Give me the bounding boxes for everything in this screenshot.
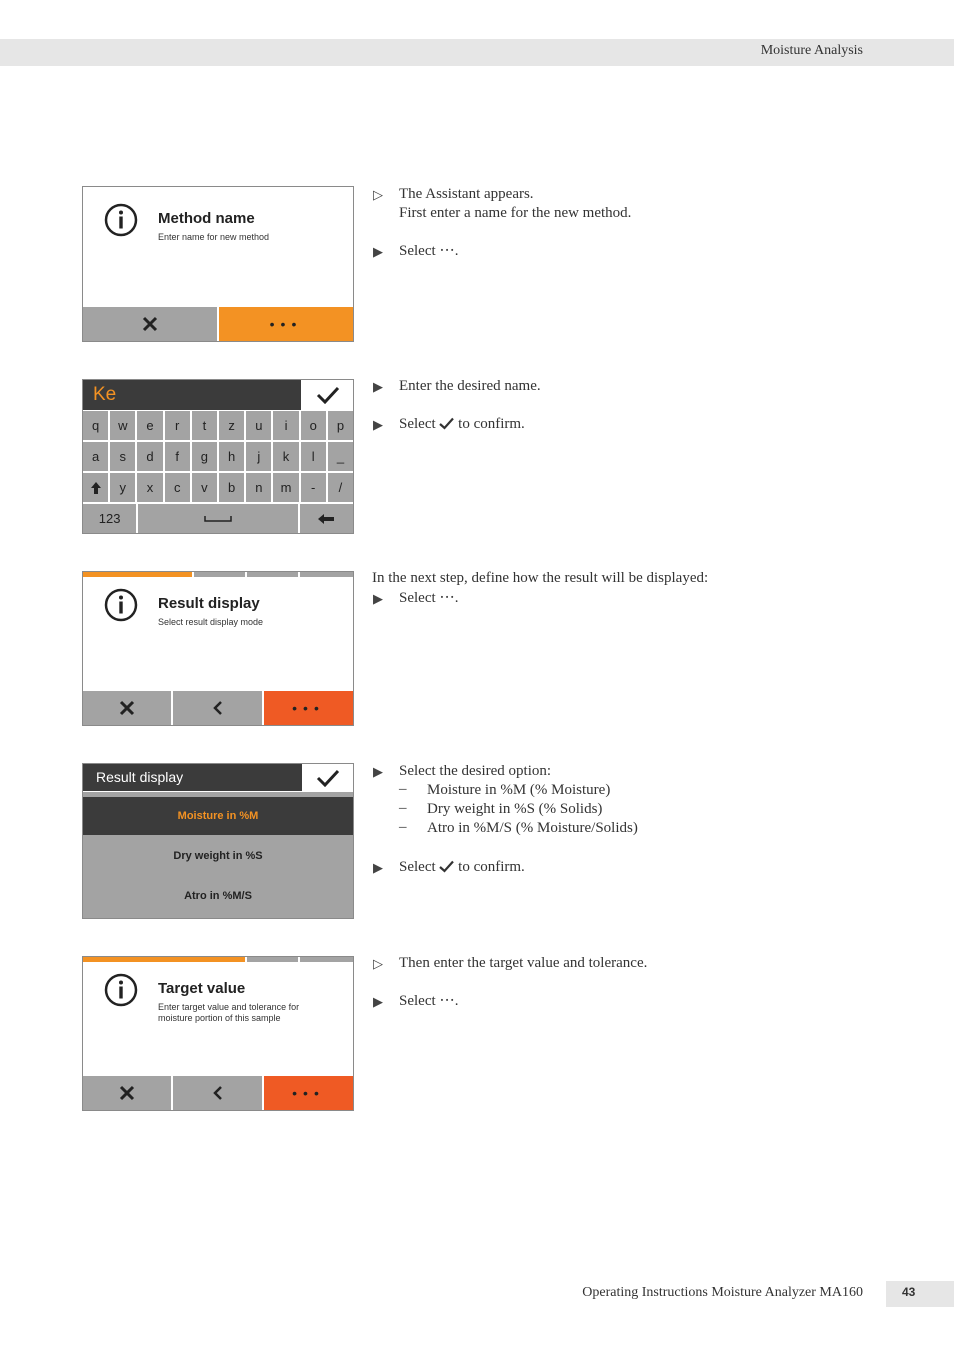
action-marker-icon: ▶ — [373, 379, 383, 394]
more-dots-icon: ••• — [292, 1085, 325, 1101]
close-icon — [119, 700, 135, 716]
instruction-text: The Assistant appears. — [399, 186, 534, 202]
key-q[interactable]: q — [83, 411, 108, 440]
screen-title: Result display — [158, 595, 260, 612]
info-icon — [104, 588, 138, 622]
screen-subtitle: Enter name for new method — [158, 232, 270, 242]
backspace-key[interactable] — [300, 504, 353, 533]
list-title: Result display — [83, 764, 302, 791]
result-marker-icon: ▷ — [373, 956, 383, 971]
key-v[interactable]: v — [192, 473, 217, 502]
screen-title: Target value — [158, 980, 246, 997]
checkmark-icon — [316, 769, 340, 787]
header-bar — [0, 39, 954, 66]
checkmark-icon — [439, 417, 454, 430]
option-description: Moisture in %M (% Moisture) — [427, 782, 611, 798]
instruction-text: Then enter the target value and tolerance. — [399, 955, 648, 971]
list-dash: – — [399, 781, 407, 797]
option-description: Atro in %M/S (% Moisture/Solids) — [427, 820, 638, 836]
back-button[interactable] — [173, 691, 262, 725]
key-o[interactable]: o — [301, 411, 326, 440]
instruction-text-part: to confirm. — [458, 859, 525, 875]
space-key[interactable] — [138, 504, 298, 533]
instruction-text: First enter a name for the new method. — [399, 205, 632, 221]
key-p[interactable]: p — [328, 411, 353, 440]
page-number: 43 — [902, 1285, 916, 1299]
shift-arrow-icon — [90, 481, 102, 495]
key-z[interactable]: z — [219, 411, 244, 440]
key-slash[interactable]: / — [328, 473, 353, 502]
instruction-text: Select the desired option: — [399, 763, 552, 779]
key-t[interactable]: t — [192, 411, 217, 440]
numeric-key[interactable]: 123 — [83, 504, 136, 533]
result-display-screen — [82, 571, 354, 726]
action-marker-icon: ▶ — [373, 860, 383, 875]
list-dash: – — [399, 819, 407, 835]
keyboard-screen — [82, 379, 354, 534]
key-x[interactable]: x — [137, 473, 162, 502]
key-underscore[interactable]: _ — [328, 442, 353, 471]
close-icon — [119, 1085, 135, 1101]
key-d[interactable]: d — [137, 442, 162, 471]
more-button[interactable] — [219, 307, 353, 341]
back-button[interactable] — [173, 1076, 262, 1110]
more-dots-icon: ••• — [269, 316, 303, 332]
key-e[interactable]: e — [137, 411, 162, 440]
result-marker-icon: ▷ — [373, 187, 383, 202]
cancel-button[interactable] — [83, 307, 217, 341]
instruction-text: In the next step, define how the result will be displayed: — [372, 570, 709, 586]
checkmark-icon — [316, 386, 340, 404]
cancel-button[interactable] — [83, 1076, 171, 1110]
section-title: Moisture Analysis — [760, 43, 863, 58]
space-icon — [204, 515, 232, 523]
confirm-button[interactable] — [303, 380, 353, 410]
page-number-box — [886, 1281, 954, 1307]
info-icon — [104, 973, 138, 1007]
key-b[interactable]: b — [219, 473, 244, 502]
more-button[interactable] — [264, 691, 353, 725]
action-marker-icon: ▶ — [373, 244, 383, 259]
info-icon — [104, 203, 138, 237]
instruction-text-part: Select — [399, 859, 436, 875]
name-input[interactable]: Ke — [83, 380, 301, 410]
action-marker-icon: ▶ — [373, 591, 383, 606]
target-value-screen — [82, 956, 354, 1111]
more-dots-icon: ••• — [292, 700, 325, 716]
instruction-text: Select ⋅⋅⋅. — [399, 590, 459, 606]
screen-subtitle: Enter target value and tolerance for moisture portion of this sample — [158, 1002, 300, 1023]
confirm-button[interactable] — [303, 764, 353, 791]
action-marker-icon: ▶ — [373, 764, 383, 779]
key-hyphen[interactable]: - — [301, 473, 326, 502]
option-atro[interactable]: Atro in %M/S — [184, 890, 252, 902]
key-k[interactable]: k — [273, 442, 298, 471]
key-r[interactable]: r — [165, 411, 190, 440]
footer-doc-title: Operating Instructions Moisture Analyzer MA160 — [582, 1285, 863, 1300]
action-marker-icon: ▶ — [373, 417, 383, 432]
key-c[interactable]: c — [165, 473, 190, 502]
key-n[interactable]: n — [246, 473, 271, 502]
chevron-left-icon — [212, 1085, 224, 1101]
key-m[interactable]: m — [273, 473, 298, 502]
screen-title: Method name — [158, 210, 255, 227]
instruction-text — [399, 858, 525, 877]
instruction-text-part: to confirm. — [458, 416, 525, 432]
checkmark-icon — [439, 860, 454, 873]
key-l[interactable]: l — [301, 442, 326, 471]
key-s[interactable]: s — [110, 442, 135, 471]
instruction-text: Enter the desired name. — [399, 378, 541, 394]
keyboard — [83, 411, 353, 535]
key-g[interactable]: g — [192, 442, 217, 471]
key-f[interactable]: f — [165, 442, 190, 471]
screen-subtitle: Select result display mode — [158, 617, 264, 627]
progress-bar — [83, 572, 353, 577]
close-icon — [142, 316, 158, 332]
key-i[interactable]: i — [273, 411, 298, 440]
cancel-button[interactable] — [83, 691, 171, 725]
key-w[interactable]: w — [110, 411, 135, 440]
shift-key[interactable] — [83, 473, 108, 502]
key-a[interactable]: a — [83, 442, 108, 471]
instruction-text: Select ⋅⋅⋅. — [399, 243, 459, 259]
key-j[interactable]: j — [246, 442, 271, 471]
progress-bar — [83, 957, 353, 962]
option-dry-weight[interactable]: Dry weight in %S — [173, 850, 263, 862]
option-description: Dry weight in %S (% Solids) — [427, 801, 603, 817]
list-dash: – — [399, 800, 407, 816]
action-marker-icon: ▶ — [373, 994, 383, 1009]
method-name-screen — [82, 186, 354, 342]
chevron-left-icon — [212, 700, 224, 716]
result-select-screen — [82, 763, 354, 919]
backspace-arrow-icon — [317, 513, 335, 525]
key-u[interactable]: u — [246, 411, 271, 440]
more-button[interactable] — [264, 1076, 353, 1110]
key-y[interactable]: y — [110, 473, 135, 502]
key-h[interactable]: h — [219, 442, 244, 471]
option-moisture[interactable]: Moisture in %M — [83, 797, 353, 835]
instruction-text-part: Select — [399, 416, 436, 432]
instruction-text — [399, 415, 525, 434]
instruction-text: Select ⋅⋅⋅. — [399, 993, 459, 1009]
